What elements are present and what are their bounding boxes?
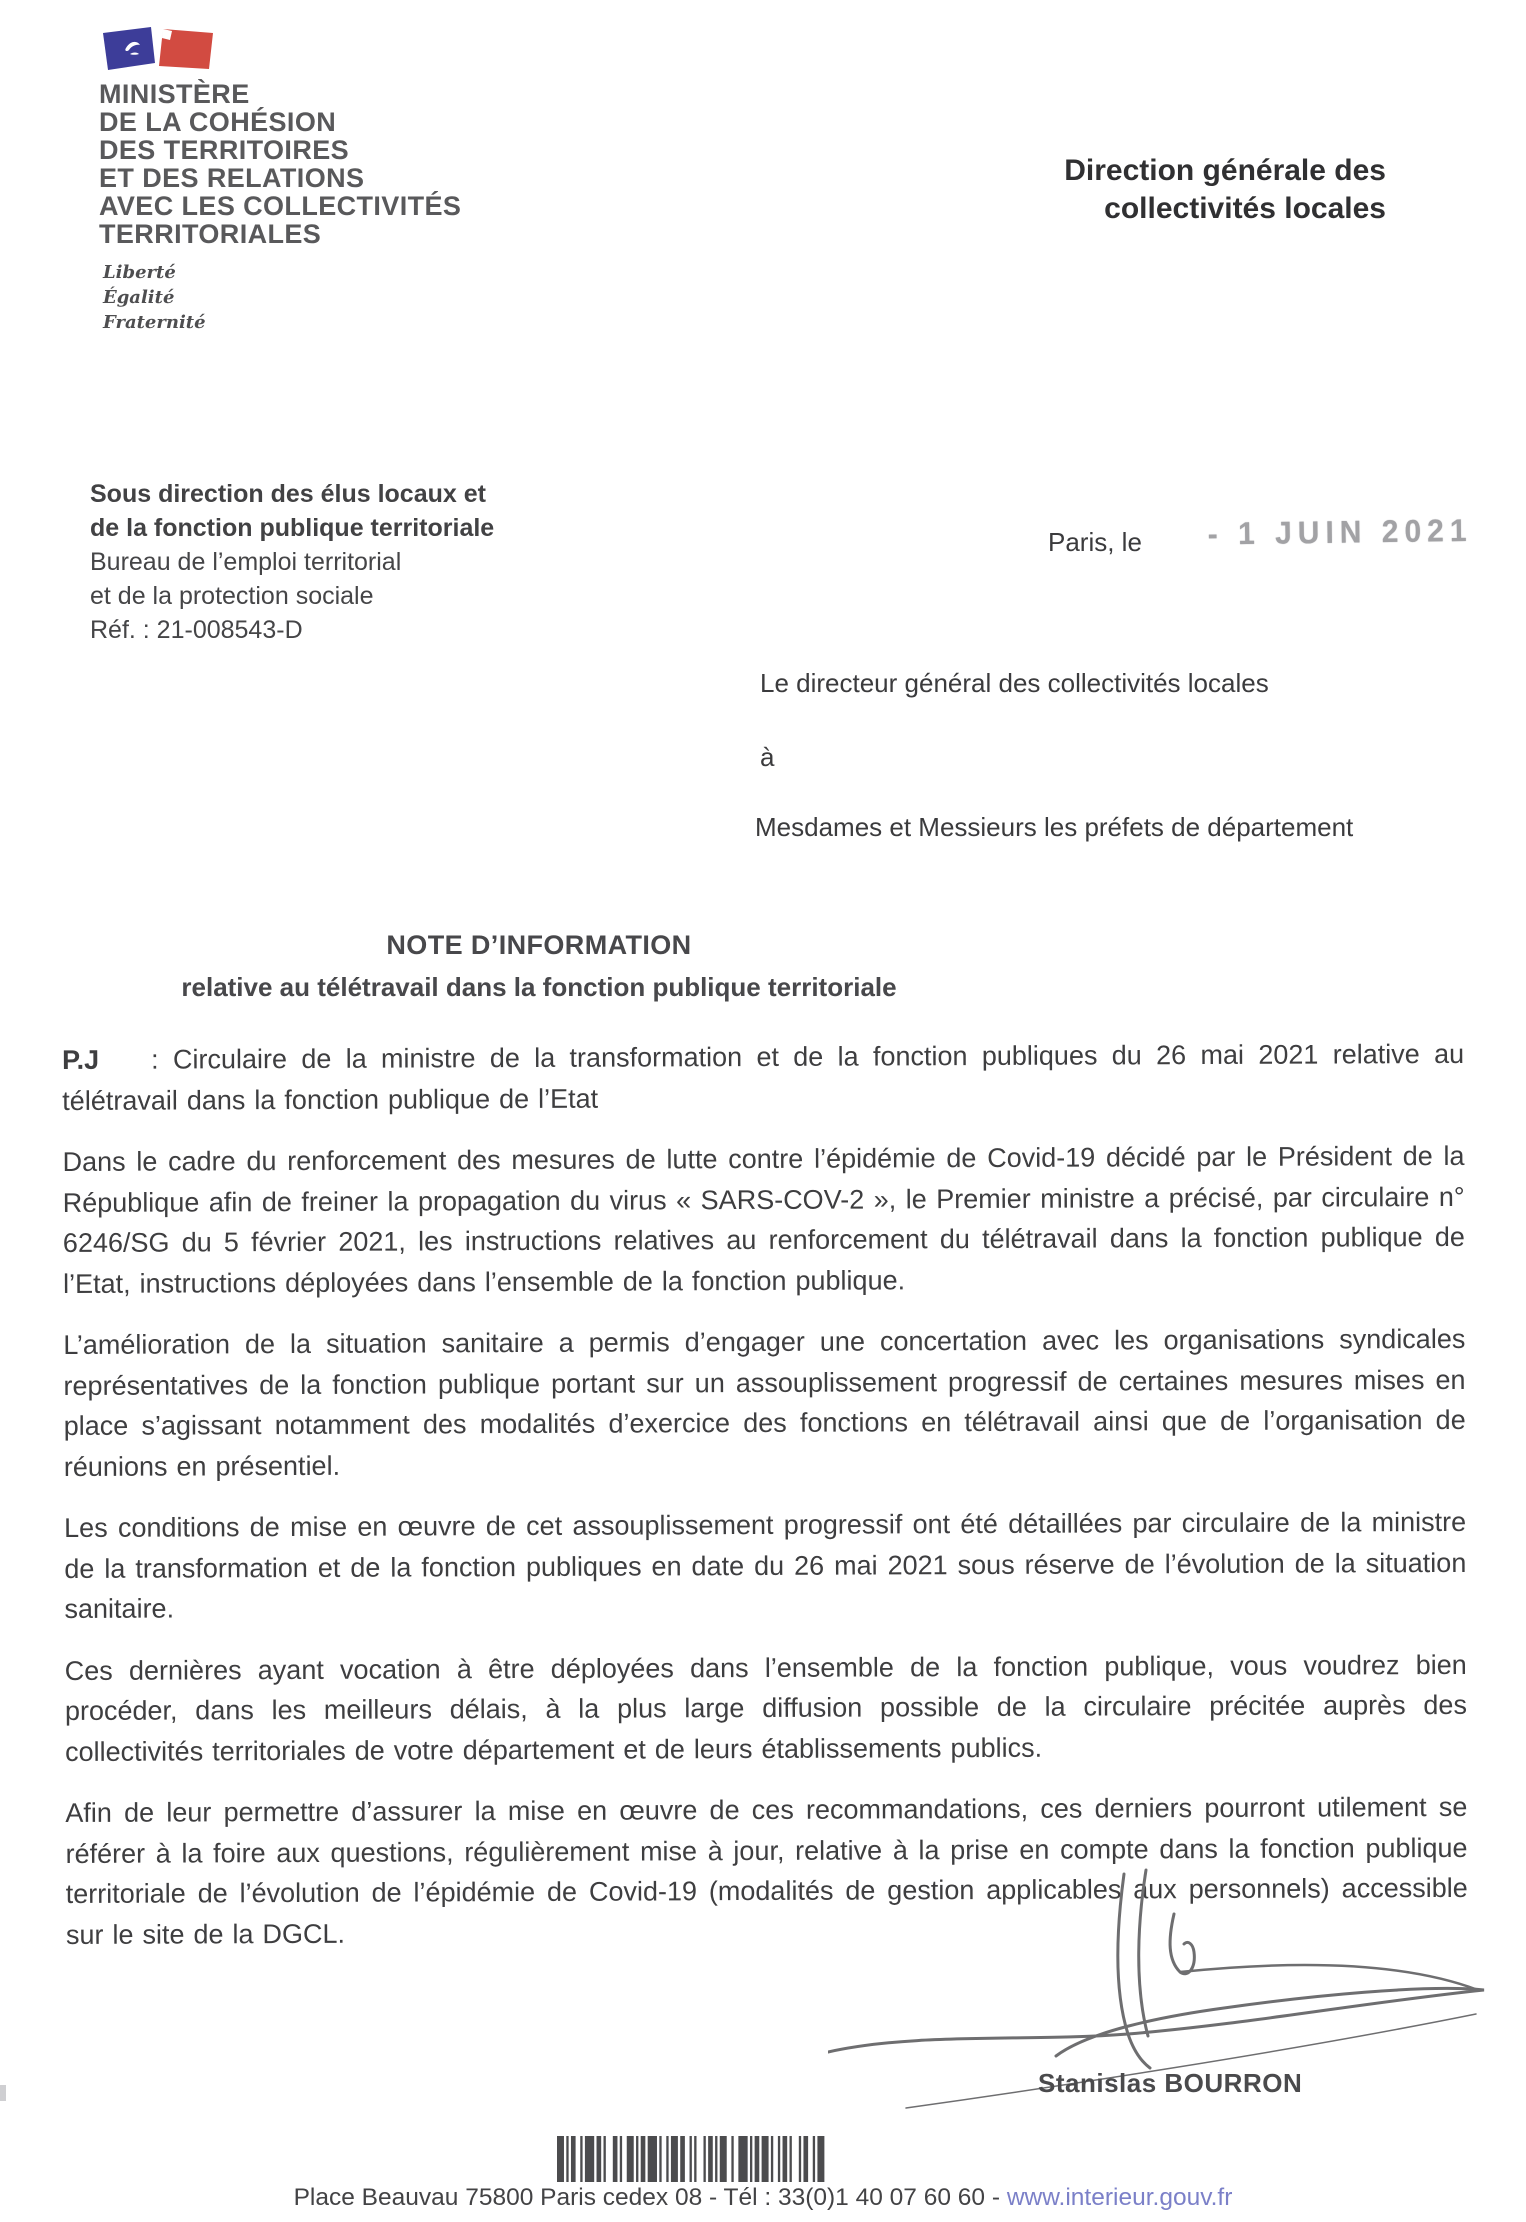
ministry-line: ET DES RELATIONS	[99, 163, 365, 193]
republic-motto	[103, 260, 206, 335]
attachment-line	[62, 1034, 1464, 1121]
motto-line: Liberté	[103, 262, 176, 283]
ministry-line: MINISTÈRE	[99, 79, 250, 109]
footer-address-line	[0, 2184, 1526, 2212]
attachment-text: : Circulaire de la ministre de la transformation et de la fonction publiques du 26 mai 2021 relative au télétravail dans la fonction publique de l’Etat	[62, 1038, 1465, 1116]
sender-subdirectorate: de la fonction publique territoriale	[90, 514, 495, 542]
ministry-line: DE LA COHÉSION	[99, 107, 337, 137]
ministry-line: TERRITORIALES	[99, 219, 322, 249]
directorate-line: collectivités locales	[1104, 192, 1386, 225]
document-title	[0, 930, 1078, 1003]
body-paragraph: L’amélioration de la situation sanitaire a permis d’engager une concertation avec les organisations syndicales représentatives de la fonction publique portant sur un assouplissement progressif de certaines mesures mises en place s’agissant notamment des modalités d’exercice des fonctions en télétravail ainsi que de l’organisation de réunions en présentiel.	[63, 1323, 1466, 1482]
body-paragraph: Afin de leur permettre d’assurer la mise en œuvre de ces recommandations, ces derniers pourront utilement se référer à la foire aux questions, régulièrement mise à jour, relative à la prise en compte dans la fonction publique territoriale de l’évolution de l’épidémie de Covid-19 (modalités de gestion applicables aux personnels) accessible sur le site de la DGCL.	[65, 1791, 1468, 1950]
barcode	[557, 2136, 825, 2182]
ministry-name	[99, 80, 461, 248]
ministry-line: AVEC LES COLLECTIVITÉS	[99, 191, 462, 221]
reference-number: Réf. : 21-008543-D	[90, 616, 303, 644]
date-stamp: - 1 JUIN 2021	[1207, 513, 1473, 552]
issuing-directorate	[1064, 152, 1386, 228]
footer-address: Place Beauvau 75800 Paris cedex 08 - Tél : 33(0)1 40 07 60 60 -	[293, 2184, 1007, 2211]
recipient-from: Le directeur général des collectivités locales	[760, 668, 1269, 698]
attachment-label: P.J	[62, 1044, 100, 1075]
sender-subdirectorate: Sous direction des élus locaux et	[90, 480, 486, 508]
title-line-1: NOTE D’INFORMATION	[386, 930, 692, 960]
footer-website-link[interactable]: www.interieur.gouv.fr	[1006, 2184, 1233, 2211]
sender-bureau: et de la protection sociale	[90, 582, 374, 610]
body-paragraph: Dans le cadre du renforcement des mesures de lutte contre l’épidémie de Covid-19 décidé par le Président de la République afin de freiner la propagation du virus « SARS-COV-2 », le Premier ministre a précisé, par circulaire n° 6246/SG du 5 février 2021, les instructions relatives au renforcement du télétravail dans la fonction publique de l’Etat, instructions déployées dans l’ensemble de la fonction publique.	[62, 1140, 1465, 1299]
letter-body	[62, 1034, 1468, 1976]
scan-artifact	[0, 2085, 6, 2101]
directorate-line: Direction générale des	[1064, 154, 1386, 187]
place-and-date-label: Paris, le	[1048, 527, 1142, 557]
body-paragraph: Les conditions de mise en œuvre de cet assouplissement progressif ont été détaillées par circulaire de la ministre de la transformation et de la fonction publiques en date du 26 mai 2021 sous réserve de l’évolution de la situation sanitaire.	[64, 1506, 1467, 1624]
french-government-logo	[100, 26, 222, 72]
body-paragraph: Ces dernières ayant vocation à être déployées dans l’ensemble de la fonction publique, vous voudrez bien procéder, dans les meilleurs délais, à la plus large diffusion possible de la circulaire précitée auprès des collectivités territoriales de votre département et de leurs établissements publics.	[64, 1649, 1467, 1767]
motto-line: Fraternité	[103, 312, 206, 333]
sender-block	[90, 477, 494, 647]
sender-bureau: Bureau de l’emploi territorial	[90, 548, 402, 576]
recipient-salutation: à	[760, 742, 775, 772]
title-line-2: relative au télétravail dans la fonction publique territoriale	[181, 972, 897, 1002]
recipient-to: Mesdames et Messieurs les préfets de département	[755, 812, 1354, 842]
ministry-line: DES TERRITOIRES	[99, 135, 350, 165]
signatory-name: Stanislas BOURRON	[1038, 2068, 1303, 2098]
motto-line: Égalité	[103, 287, 175, 308]
